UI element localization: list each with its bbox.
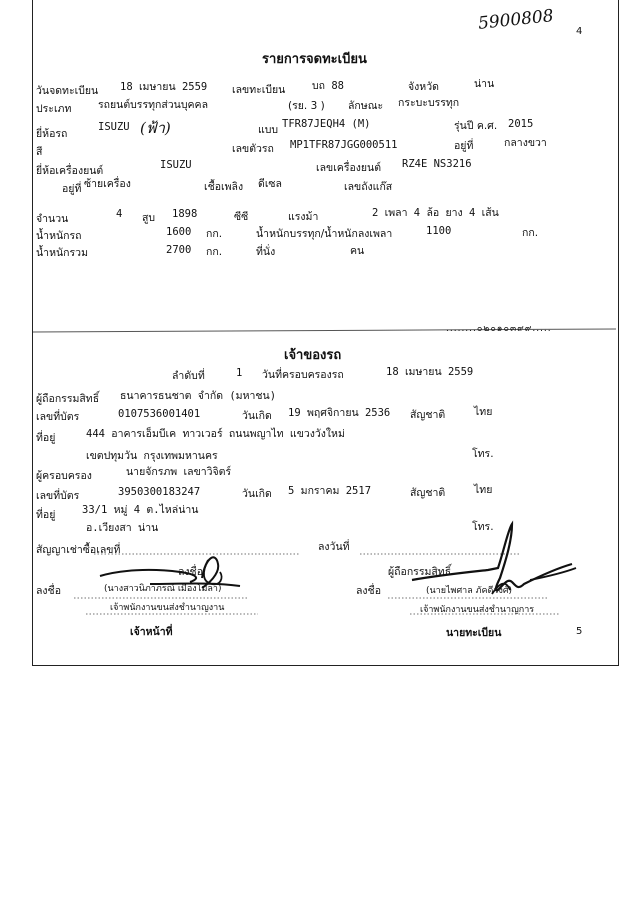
reg-engine-no-value: RZ4E NS3216: [402, 158, 472, 170]
sign-label-officer-top: ลงชื่อ: [178, 566, 203, 578]
reg-seats-persons: คน: [350, 245, 365, 257]
contract-date-label: ลงวันที่: [318, 541, 350, 553]
reg-weight-value: 1600: [166, 226, 192, 238]
reg-engine-brand-label: ยี่ห้อเครื่องยนต์: [36, 165, 104, 177]
reg-hp-label: แรงม้า: [288, 211, 319, 223]
registration-title: รายการจดทะเบียน: [262, 52, 367, 67]
owner-seq-value: 1: [236, 367, 243, 379]
handwritten-file-number: 5900808: [477, 6, 555, 34]
reg-cyl-label: สูบ: [142, 212, 156, 224]
possessor-id-value: 3950300183247: [118, 486, 201, 498]
owner-title: เจ้าของรถ: [284, 348, 342, 363]
reg-count-label: จำนวน: [36, 213, 69, 225]
holder-label: ผู้ถือกรรมสิทธิ์: [36, 393, 100, 405]
reg-plate-value: บถ 88: [312, 80, 344, 92]
reg-location-label: อยู่ที่: [454, 140, 474, 152]
reg-cc-label: ซีซี: [234, 211, 249, 223]
reg-code-value: (รย. 3 ): [288, 100, 325, 112]
reg-chassis-label: เลขตัวรถ: [232, 143, 274, 155]
sig-registrar-label: นายทะเบียน: [446, 627, 502, 639]
reg-color-label: สี: [36, 146, 43, 158]
reg-date-label: วันจดทะเบียน: [36, 85, 99, 97]
reg-chassis-value: MP1TFR87JGG000511: [290, 139, 398, 151]
reg-fuel-label: เชื้อเพลิง: [204, 181, 244, 193]
reg-axle-value: 2 เพลา 4 ล้อ ยาง 4 เส้น: [372, 207, 499, 219]
possessor-dob-label: วันเกิด: [242, 488, 272, 500]
owner-date-label: วันที่ครอบครองรถ: [262, 369, 344, 381]
reg-type-value: รถยนต์บรรทุกส่วนบุคคล: [98, 99, 208, 111]
possessor-tel-label: โทร.: [472, 521, 494, 533]
owner-date-value: 18 เมษายน 2559: [386, 366, 474, 378]
reg-cc-value: 1898: [172, 208, 198, 220]
registrar-name: (นายไพศาล ภัคดีวงศ์): [426, 586, 513, 596]
reg-gas-label: เลขถังแก๊ส: [344, 181, 393, 193]
reg-load-kg: กก.: [522, 227, 539, 239]
reg-weight-kg: กก.: [206, 228, 223, 240]
contract-label: สัญญาเช่าซื้อเลขที่: [36, 544, 121, 556]
reg-nature-label: ลักษณะ: [348, 100, 384, 112]
possessor-nat-label: สัญชาติ: [410, 487, 446, 499]
holder-addr-line2: เขตปทุมวัน กรุงเทพมหานคร: [86, 450, 218, 462]
holder-id-label: เลขที่บัตร: [36, 411, 80, 423]
possessor-value: นายจักรภพ เลขาวิจิตร์: [126, 466, 232, 478]
sign-label-left: ลงชื่อ: [36, 585, 61, 597]
reg-weight-label: น้ำหนักรถ: [36, 230, 82, 242]
holder-nat-value: ไทย: [474, 406, 493, 418]
reg-gross-kg: กก.: [206, 246, 223, 258]
holder-nat-label: สัญชาติ: [410, 409, 446, 421]
reg-nature-value: กระบะบรรทุก: [398, 97, 460, 109]
possessor-addr-line1: 33/1 หมู่ 4 ต.ไหล่น่าน: [82, 504, 199, 516]
reg-model-label: แบบ: [258, 124, 279, 136]
sig-holder-label: ผู้ถือกรรมสิทธิ์: [388, 566, 452, 578]
holder-dob-value: 19 พฤศจิกายน 2536: [288, 407, 391, 419]
officer-position: เจ้าพนักงานขนส่งชำนาญงาน: [110, 603, 225, 613]
reg-gross-label: น้ำหนักรวม: [36, 247, 88, 259]
holder-dob-label: วันเกิด: [242, 410, 272, 422]
reg-brand-label: ยี่ห้อรถ: [36, 128, 68, 140]
page-number-top: 4: [576, 26, 583, 37]
holder-value: ธนาคารธนชาต จำกัด (มหาชน): [120, 390, 277, 402]
reg-province-label: จังหวัด: [408, 81, 439, 93]
reg-province-value: น่าน: [474, 78, 495, 90]
reg-year-value: 2015: [508, 118, 534, 130]
holder-id-value: 0107536001401: [118, 408, 201, 420]
reg-engine-brand-value: ISUZU: [160, 159, 192, 171]
reg-count-value: 4: [116, 208, 123, 220]
reg-brand-value: ISUZU: [98, 121, 130, 133]
reg-year-label: รุ่นปี ค.ศ.: [454, 120, 498, 132]
registrar-position: เจ้าพนักงานขนส่งชำนาญการ: [420, 605, 535, 615]
reg-engine-no-label: เลขเครื่องยนต์: [316, 162, 382, 174]
reg-type-label: ประเภท: [36, 103, 72, 115]
reg-plate-label: เลขทะเบียน: [232, 84, 286, 96]
possessor-nat-value: ไทย: [474, 484, 493, 496]
reg-seats-label: ที่นั่ง: [256, 246, 276, 258]
reg-date-value: 18 เมษายน 2559: [120, 81, 208, 93]
reg-engine-loc-value: ซ้ายเครื่อง: [84, 178, 131, 190]
holder-addr-label: ที่อยู่: [36, 432, 56, 444]
possessor-id-label: เลขที่บัตร: [36, 490, 80, 502]
reg-engine-loc-label: อยู่ที่: [62, 183, 82, 195]
registrar-signature: [400, 520, 580, 610]
page-number-bottom: 5: [576, 626, 583, 637]
possessor-addr-line2: อ.เวียงสา น่าน: [86, 522, 159, 534]
reg-brand-handwritten: (ฟ้า): [140, 119, 171, 137]
holder-tel-label: โทร.: [472, 448, 494, 460]
reg-model-value: TFR87JEQH4 (M): [282, 118, 371, 130]
holder-addr-line1: 444 อาคารเอ็มบีเค ทาวเวอร์ ถนนพญาไท แขวงวังใหม่: [86, 428, 345, 440]
possessor-dob-value: 5 มกราคม 2517: [288, 485, 372, 497]
officer-name: (นางสาวนิภาภรณ์ เมืองโมลา): [104, 584, 222, 594]
fold-serial: ........๐๒๐๑๐๓๙๙.....: [446, 324, 552, 334]
officer-signature: [90, 548, 250, 618]
reg-fuel-value: ดีเซล: [258, 178, 282, 190]
reg-load-label: น้ำหนักบรรทุก/น้ำหนักลงเพลา: [256, 228, 393, 240]
reg-location-value: กลางขวา: [504, 137, 547, 149]
sig-officer-label: เจ้าหน้าที่: [130, 626, 173, 638]
owner-seq-label: ลำดับที่: [172, 370, 205, 382]
reg-load-value: 1100: [426, 225, 452, 237]
possessor-label: ผู้ครอบครอง: [36, 470, 92, 482]
reg-gross-value: 2700: [166, 244, 192, 256]
possessor-addr-label: ที่อยู่: [36, 509, 56, 521]
sign-label-right: ลงชื่อ: [356, 585, 381, 597]
